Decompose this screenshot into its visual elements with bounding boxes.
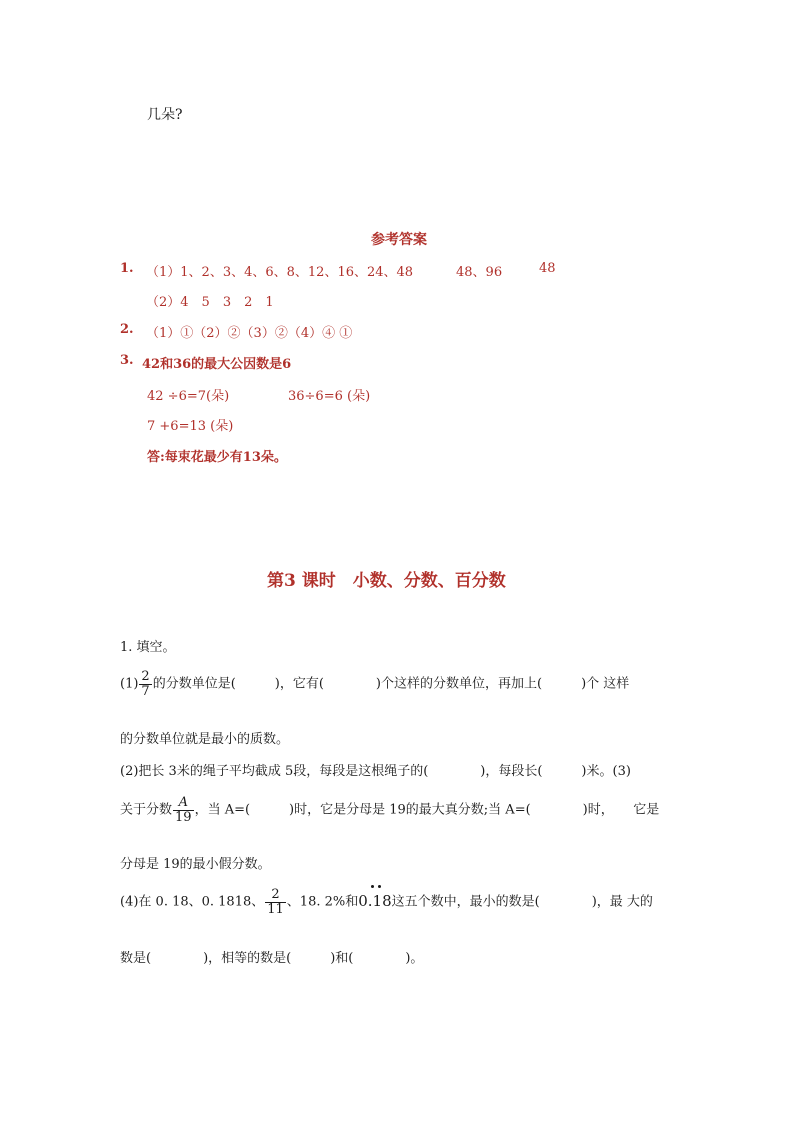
question-1-part4-line2: 数是( )，相等的数是( )和( )。 bbox=[120, 951, 424, 966]
part4-mid: 、18. 2%和 bbox=[286, 894, 359, 910]
top-fragment: 几朵? bbox=[147, 107, 183, 123]
repeat-dot bbox=[371, 885, 374, 888]
part3-prefix: 关于分数 bbox=[120, 802, 173, 818]
answer-3-line1: 42和36的最大公因数是6 bbox=[142, 357, 292, 372]
answer-1-part2: （2）4 5 3 2 1 bbox=[146, 295, 274, 310]
lesson-title: 第3 课时 小数、分数、百分数 bbox=[267, 571, 506, 591]
fraction-numerator: 2 bbox=[265, 888, 286, 903]
question-1-part1-line2: 的分数单位就是最小的质数。 bbox=[120, 732, 290, 747]
part3-text: ，当 A=( )时，它是分母是 19的最大真分数;当 A=( )时， 它是 bbox=[194, 802, 660, 818]
answer-3-label: 3. bbox=[120, 353, 134, 368]
answer-1-label: 1. bbox=[120, 261, 134, 276]
answer-3-line2b: 36÷6=6 (朵) bbox=[288, 389, 371, 404]
question-1-part2: (2)把长 3米的绳子平均截成 5段，每段是这根绳子的( )，每段长( )米。(3) bbox=[120, 764, 631, 779]
answer-2: （1）①（2）②（3）②（4）④ ① bbox=[146, 326, 353, 341]
fraction-2-7 bbox=[139, 670, 151, 698]
answer-1-part1-c: 48 bbox=[539, 261, 556, 276]
part1-prefix: (1) bbox=[120, 676, 139, 692]
answers-title: 参考答案 bbox=[371, 232, 427, 248]
answer-3-line3: 7 +6=13 (朵) bbox=[147, 419, 234, 434]
question-1-part4 bbox=[120, 888, 653, 916]
question-1-part3 bbox=[120, 796, 659, 824]
fraction-denominator: 7 bbox=[141, 683, 150, 699]
part4-text: 这五个数中，最小的数是( )，最 大的 bbox=[391, 894, 653, 910]
question-1-intro: 1. 填空。 bbox=[120, 640, 176, 655]
fraction-numerator: 2 bbox=[141, 669, 150, 684]
repeat-dot bbox=[378, 885, 381, 888]
answer-1-part1-b: 48、96 bbox=[456, 265, 503, 280]
fraction-a-19 bbox=[173, 796, 194, 824]
fraction-2-11 bbox=[265, 888, 286, 916]
fraction-denominator: 19 bbox=[175, 809, 192, 825]
answer-3-final: 答:每束花最少有13朵。 bbox=[147, 450, 287, 465]
fraction-denominator: 11 bbox=[267, 901, 284, 917]
answer-3-line2a: 42 ÷6=7(朵) bbox=[147, 389, 230, 404]
part1-text: 的分数单位是( )，它有( )个这样的分数单位，再加上( )个 这样 bbox=[152, 676, 630, 692]
part4-prefix: (4)在 0. 18、0. 1818、 bbox=[120, 894, 265, 910]
answer-2-label: 2. bbox=[120, 322, 134, 337]
answer-1-part1: （1）1、2、3、4、6、8、12、16、24、48 bbox=[146, 265, 414, 280]
question-1-part3-line2: 分母是 19的最小假分数。 bbox=[120, 857, 271, 872]
fraction-numerator: A bbox=[173, 796, 194, 811]
question-1-part1 bbox=[120, 670, 629, 698]
repeating-decimal: 0.18 bbox=[358, 892, 391, 910]
